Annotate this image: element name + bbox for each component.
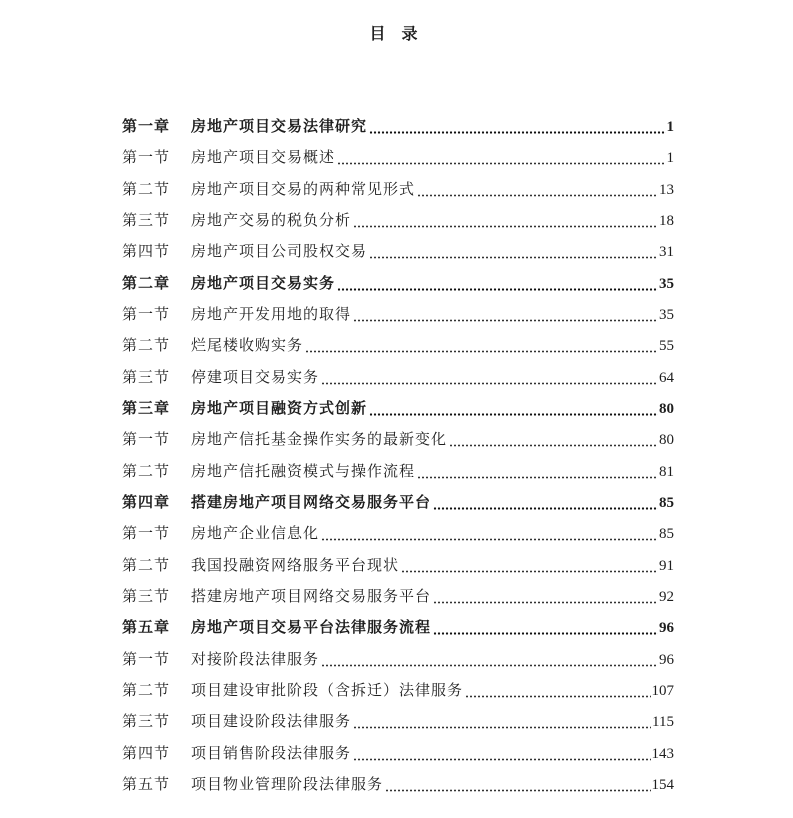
dot-leader bbox=[337, 288, 658, 291]
toc-entry-title: 搭建房地产项目网络交易服务平台 bbox=[191, 588, 432, 605]
toc-entry-label: 第四节 bbox=[122, 745, 171, 762]
toc-section-entry bbox=[122, 645, 674, 676]
toc-chapter-entry bbox=[122, 112, 674, 143]
dot-leader bbox=[321, 664, 658, 667]
toc-entry-label: 第四章 bbox=[122, 494, 171, 511]
toc-entry-label: 第三节 bbox=[122, 714, 171, 731]
dot-leader bbox=[353, 758, 650, 761]
toc-section-entry bbox=[122, 457, 674, 488]
dot-leader bbox=[433, 632, 658, 635]
toc-entry-title: 房地产项目交易法律研究 bbox=[191, 119, 368, 135]
toc-entry-label: 第一节 bbox=[122, 526, 171, 543]
toc-entry-title: 我国投融资网络服务平台现状 bbox=[191, 557, 400, 574]
toc-section-entry bbox=[122, 739, 674, 770]
toc-entry-label: 第一节 bbox=[122, 306, 171, 323]
dot-leader bbox=[433, 507, 658, 510]
toc-entry-title: 房地产项目交易平台法律服务流程 bbox=[191, 620, 432, 637]
toc-entry-title: 对接阶段法律服务 bbox=[191, 651, 320, 668]
dot-leader bbox=[353, 726, 651, 729]
toc-entry-label: 第二节 bbox=[122, 338, 171, 355]
toc-entry-page-number: 1 bbox=[666, 150, 674, 167]
toc-entry-title: 房地产交易的税负分析 bbox=[191, 212, 352, 229]
toc-entry-page-number: 13 bbox=[659, 181, 674, 198]
toc-entry-label: 第一节 bbox=[122, 651, 171, 668]
dot-leader bbox=[465, 695, 650, 698]
toc-entry-label: 第四节 bbox=[122, 244, 171, 261]
toc-section-entry bbox=[122, 519, 674, 550]
toc-section-entry bbox=[122, 707, 674, 738]
toc-section-entry bbox=[122, 206, 674, 237]
toc-entry-label: 第五节 bbox=[122, 776, 171, 793]
toc-entry-label: 第二节 bbox=[122, 682, 171, 699]
dot-leader bbox=[385, 789, 650, 792]
toc-entry-title: 房地产项目交易概述 bbox=[191, 150, 336, 167]
dot-leader bbox=[401, 570, 658, 573]
toc-entry-page-number: 80 bbox=[659, 432, 674, 449]
toc-entry-page-number: 35 bbox=[659, 275, 674, 292]
toc-entry-label: 第二节 bbox=[122, 181, 171, 198]
dot-leader bbox=[417, 476, 658, 479]
toc-entry-label: 第二章 bbox=[122, 275, 171, 292]
toc-entry-title: 房地产项目公司股权交易 bbox=[191, 244, 368, 261]
toc-entry-label: 第二节 bbox=[122, 557, 171, 574]
dot-leader bbox=[321, 382, 658, 385]
toc-entry-page-number: 31 bbox=[659, 244, 674, 261]
dot-leader bbox=[417, 194, 658, 197]
toc-section-entry bbox=[122, 551, 674, 582]
toc-entry-label: 第三节 bbox=[122, 369, 171, 386]
toc-section-entry bbox=[122, 582, 674, 613]
toc-entry-title: 项目建设阶段法律服务 bbox=[191, 714, 352, 731]
toc-entry-label: 第三节 bbox=[122, 212, 171, 229]
dot-leader bbox=[433, 601, 658, 604]
toc-entry-title: 项目物业管理阶段法律服务 bbox=[191, 776, 384, 793]
dot-leader bbox=[305, 350, 658, 353]
toc-entry-page-number: 91 bbox=[659, 557, 674, 574]
toc-entry-page-number: 35 bbox=[659, 306, 674, 323]
toc-entry-page-number: 81 bbox=[659, 463, 674, 480]
toc-section-entry bbox=[122, 770, 674, 801]
toc-entry-title: 搭建房地产项目网络交易服务平台 bbox=[191, 494, 432, 511]
dot-leader bbox=[321, 538, 658, 541]
toc-entry-label: 第一章 bbox=[122, 119, 171, 135]
toc-entry-page-number: 96 bbox=[659, 620, 674, 637]
toc-section-entry bbox=[122, 237, 674, 268]
toc-entry-page-number: 64 bbox=[659, 369, 674, 386]
toc-entry-label: 第三章 bbox=[122, 400, 171, 417]
toc-section-entry bbox=[122, 300, 674, 331]
dot-leader bbox=[369, 413, 658, 416]
toc-entry-page-number: 96 bbox=[659, 651, 674, 668]
toc-chapter-entry bbox=[122, 394, 674, 425]
toc-entry-title: 房地产开发用地的取得 bbox=[191, 306, 352, 323]
toc-entry-title: 房地产信托融资模式与操作流程 bbox=[191, 463, 416, 480]
dot-leader bbox=[353, 225, 658, 228]
toc-entry-page-number: 18 bbox=[659, 212, 674, 229]
toc-section-entry bbox=[122, 676, 674, 707]
toc-entry-label: 第一节 bbox=[122, 150, 171, 167]
toc-chapter-entry bbox=[122, 488, 674, 519]
toc-entry-title: 停建项目交易实务 bbox=[191, 369, 320, 386]
toc-entry-title: 房地产项目交易的两种常见形式 bbox=[191, 181, 416, 198]
dot-leader bbox=[353, 319, 658, 322]
toc-heading: 目 录 bbox=[369, 26, 424, 43]
toc-entry-page-number: 143 bbox=[651, 745, 674, 762]
toc-entry-title: 项目销售阶段法律服务 bbox=[191, 745, 352, 762]
toc-entry-page-number: 55 bbox=[659, 338, 674, 355]
toc-section-entry bbox=[122, 143, 674, 174]
toc-entry-title: 项目建设审批阶段（含拆迁）法律服务 bbox=[191, 682, 464, 699]
toc-entry-page-number: 85 bbox=[659, 494, 674, 511]
dot-leader bbox=[369, 131, 665, 134]
table-of-contents bbox=[122, 112, 674, 801]
toc-entry-label: 第五章 bbox=[122, 620, 171, 637]
dot-leader bbox=[449, 444, 658, 447]
toc-entry-title: 房地产项目融资方式创新 bbox=[191, 400, 368, 417]
toc-entry-page-number: 80 bbox=[659, 400, 674, 417]
toc-chapter-entry bbox=[122, 613, 674, 644]
toc-entry-title: 房地产企业信息化 bbox=[191, 526, 320, 543]
toc-entry-title: 烂尾楼收购实务 bbox=[191, 338, 304, 355]
toc-entry-page-number: 154 bbox=[651, 776, 674, 793]
toc-entry-label: 第二节 bbox=[122, 463, 171, 480]
toc-entry-page-number: 115 bbox=[652, 714, 674, 731]
toc-entry-label: 第一节 bbox=[122, 432, 171, 449]
toc-section-entry bbox=[122, 425, 674, 456]
toc-entry-page-number: 107 bbox=[651, 682, 674, 699]
toc-section-entry bbox=[122, 363, 674, 394]
toc-entry-page-number: 92 bbox=[659, 588, 674, 605]
toc-entry-page-number: 1 bbox=[666, 119, 674, 135]
toc-entry-page-number: 85 bbox=[659, 526, 674, 543]
dot-leader bbox=[369, 256, 658, 259]
toc-entry-title: 房地产信托基金操作实务的最新变化 bbox=[191, 432, 448, 449]
dot-leader bbox=[337, 162, 665, 165]
toc-section-entry bbox=[122, 331, 674, 362]
toc-section-entry bbox=[122, 175, 674, 206]
toc-entry-title: 房地产项目交易实务 bbox=[191, 275, 336, 292]
toc-entry-label: 第三节 bbox=[122, 588, 171, 605]
toc-chapter-entry bbox=[122, 269, 674, 300]
